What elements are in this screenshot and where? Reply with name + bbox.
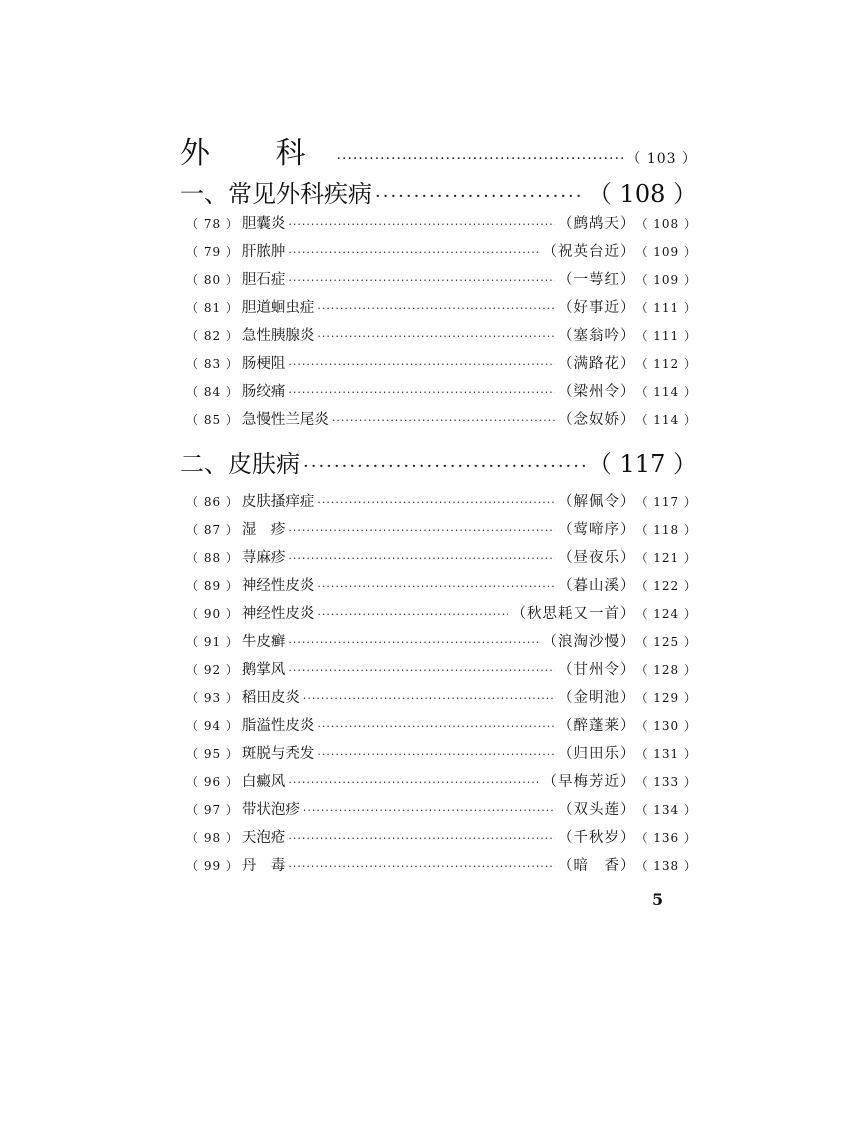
section-heading bbox=[180, 174, 697, 209]
entry-cipai: （鹧鸪天） bbox=[557, 216, 636, 232]
entry-page: （ 108 ） bbox=[635, 217, 697, 231]
entry-number: （ 90 ） bbox=[186, 607, 239, 621]
entry-number: （ 85 ） bbox=[186, 413, 239, 427]
entry-number: （ 92 ） bbox=[186, 663, 239, 677]
entry-title: 牛皮癣 bbox=[241, 634, 286, 650]
entry-title: 神经性皮炎 bbox=[241, 578, 315, 594]
main-section-title: 外 科 bbox=[180, 136, 334, 171]
leader-dots bbox=[375, 186, 585, 207]
leader-dots bbox=[317, 496, 555, 509]
entry-number: （ 78 ） bbox=[186, 217, 239, 231]
entry-number: （ 80 ） bbox=[186, 273, 239, 287]
entry-title: 天泡疮 bbox=[241, 830, 286, 846]
entry-cipai: （解佩令） bbox=[557, 494, 636, 510]
entry-number: （ 95 ） bbox=[186, 747, 239, 761]
entry-cipai: （秋思耗又一首） bbox=[511, 606, 636, 622]
entry-title: 胆道蛔虫症 bbox=[241, 300, 315, 316]
entry-cipai: （暗 香） bbox=[557, 858, 636, 874]
leader-dots bbox=[288, 274, 555, 287]
page-number: 5 bbox=[652, 890, 664, 909]
entry-number: （ 94 ） bbox=[186, 719, 239, 733]
section-heading bbox=[180, 444, 697, 479]
entry-page: （ 121 ） bbox=[635, 551, 697, 565]
entry-number: （ 81 ） bbox=[186, 301, 239, 315]
toc-entry bbox=[186, 324, 697, 345]
toc-entry bbox=[186, 770, 697, 791]
entry-page: （ 111 ） bbox=[635, 329, 697, 343]
entry-title: 胆囊炎 bbox=[241, 216, 286, 232]
entry-page: （ 138 ） bbox=[635, 859, 697, 873]
entry-number: （ 91 ） bbox=[186, 635, 239, 649]
leader-dots bbox=[317, 608, 508, 621]
entry-cipai: （梁州令） bbox=[557, 384, 636, 400]
section-heading-page: （ 117 ） bbox=[587, 450, 697, 478]
entry-title: 鹅掌风 bbox=[241, 662, 286, 678]
entry-title: 斑脱与秃发 bbox=[241, 746, 315, 762]
leader-dots bbox=[332, 414, 555, 427]
leader-dots bbox=[337, 151, 624, 167]
entry-page: （ 118 ） bbox=[635, 523, 697, 537]
leader-dots bbox=[303, 692, 555, 705]
leader-dots bbox=[288, 552, 555, 565]
entry-page: （ 109 ） bbox=[635, 245, 697, 259]
entry-number: （ 93 ） bbox=[186, 691, 239, 705]
entry-number: （ 88 ） bbox=[186, 551, 239, 565]
leader-dots bbox=[288, 358, 555, 371]
entry-title: 肠绞痛 bbox=[241, 384, 286, 400]
entry-cipai: （一萼红） bbox=[557, 272, 636, 288]
section-heading-page: （ 108 ） bbox=[587, 180, 697, 208]
leader-dots bbox=[288, 524, 555, 537]
entry-title: 带状泡疹 bbox=[241, 802, 300, 818]
entry-number: （ 79 ） bbox=[186, 245, 239, 259]
toc-entry bbox=[186, 546, 697, 567]
entry-page: （ 114 ） bbox=[635, 413, 697, 427]
leader-dots bbox=[303, 804, 555, 817]
entry-page: （ 124 ） bbox=[635, 607, 697, 621]
entry-number: （ 99 ） bbox=[186, 859, 239, 873]
entry-cipai: （甘州令） bbox=[557, 662, 636, 678]
entry-title: 神经性皮炎 bbox=[241, 606, 315, 622]
entry-page: （ 111 ） bbox=[635, 301, 697, 315]
leader-dots bbox=[317, 580, 555, 593]
toc-entry bbox=[186, 854, 697, 875]
entry-cipai: （满路花） bbox=[557, 356, 636, 372]
toc-entry bbox=[186, 686, 697, 707]
entry-number: （ 96 ） bbox=[186, 775, 239, 789]
toc-entry bbox=[186, 518, 697, 539]
entry-page: （ 128 ） bbox=[635, 663, 697, 677]
entry-page: （ 130 ） bbox=[635, 719, 697, 733]
leader-dots bbox=[288, 386, 555, 399]
entry-number: （ 83 ） bbox=[186, 357, 239, 371]
entry-cipai: （暮山溪） bbox=[557, 578, 636, 594]
leader-dots bbox=[288, 860, 555, 873]
leader-dots bbox=[303, 456, 585, 477]
leader-dots bbox=[288, 218, 555, 231]
entry-page: （ 134 ） bbox=[635, 803, 697, 817]
toc-entry bbox=[186, 658, 697, 679]
entry-title: 稻田皮炎 bbox=[241, 690, 300, 706]
entry-number: （ 98 ） bbox=[186, 831, 239, 845]
entry-cipai: （塞翁吟） bbox=[557, 328, 636, 344]
leader-dots bbox=[288, 636, 539, 649]
toc-entry bbox=[186, 240, 697, 261]
leader-dots bbox=[317, 302, 555, 315]
toc-entry bbox=[186, 268, 697, 289]
entry-cipai: （莺啼序） bbox=[557, 522, 636, 538]
entry-cipai: （千秋岁） bbox=[557, 830, 636, 846]
entry-cipai: （金明池） bbox=[557, 690, 636, 706]
toc-entry bbox=[186, 602, 697, 623]
entry-page: （ 122 ） bbox=[635, 579, 697, 593]
entry-number: （ 89 ） bbox=[186, 579, 239, 593]
entry-cipai: （双头莲） bbox=[557, 802, 636, 818]
entry-page: （ 117 ） bbox=[635, 495, 697, 509]
entry-cipai: （祝英台近） bbox=[542, 244, 636, 260]
toc-entry bbox=[186, 352, 697, 373]
entry-number: （ 82 ） bbox=[186, 329, 239, 343]
entry-title: 湿 疹 bbox=[241, 522, 286, 538]
entry-number: （ 87 ） bbox=[186, 523, 239, 537]
toc-entry bbox=[186, 490, 697, 511]
leader-dots bbox=[317, 720, 555, 733]
entry-title: 荨麻疹 bbox=[241, 550, 286, 566]
leader-dots bbox=[288, 776, 539, 789]
entry-title: 脂溢性皮炎 bbox=[241, 718, 315, 734]
entry-page: （ 131 ） bbox=[635, 747, 697, 761]
entry-title: 白癜风 bbox=[241, 774, 286, 790]
toc-entry bbox=[186, 826, 697, 847]
entry-page: （ 125 ） bbox=[635, 635, 697, 649]
entry-title: 急性胰腺炎 bbox=[241, 328, 315, 344]
entry-title: 皮肤搔痒症 bbox=[241, 494, 315, 510]
entry-cipai: （昼夜乐） bbox=[557, 550, 636, 566]
entry-title: 胆石症 bbox=[241, 272, 286, 288]
section-heading-title: 二、皮肤病 bbox=[180, 450, 300, 478]
entry-title: 丹 毒 bbox=[241, 858, 286, 874]
entry-page: （ 133 ） bbox=[635, 775, 697, 789]
entry-page: （ 129 ） bbox=[635, 691, 697, 705]
entry-title: 肠梗阻 bbox=[241, 356, 286, 372]
toc-entry bbox=[186, 630, 697, 651]
entry-title: 急慢性兰尾炎 bbox=[241, 412, 329, 428]
entry-number: （ 86 ） bbox=[186, 495, 239, 509]
leader-dots bbox=[288, 832, 555, 845]
entry-cipai: （早梅芳近） bbox=[542, 774, 636, 790]
toc-entry bbox=[186, 296, 697, 317]
entry-number: （ 97 ） bbox=[186, 803, 239, 817]
toc-entry bbox=[186, 714, 697, 735]
toc-entry bbox=[186, 408, 697, 429]
entry-page: （ 114 ） bbox=[635, 385, 697, 399]
toc-entry bbox=[186, 380, 697, 401]
entry-cipai: （念奴娇） bbox=[557, 412, 636, 428]
entry-page: （ 109 ） bbox=[635, 273, 697, 287]
toc-entry bbox=[186, 212, 697, 233]
leader-dots bbox=[288, 664, 555, 677]
entry-title: 肝脓肿 bbox=[241, 244, 286, 260]
entry-number: （ 84 ） bbox=[186, 385, 239, 399]
entry-page: （ 112 ） bbox=[635, 357, 697, 371]
toc-entry bbox=[186, 742, 697, 763]
entry-cipai: （醉蓬莱） bbox=[557, 718, 636, 734]
entry-cipai: （好事近） bbox=[557, 300, 636, 316]
leader-dots bbox=[288, 246, 539, 259]
entry-cipai: （归田乐） bbox=[557, 746, 636, 762]
leader-dots bbox=[317, 748, 555, 761]
entry-cipai: （浪淘沙慢） bbox=[542, 634, 636, 650]
section-heading-title: 一、常见外科疾病 bbox=[180, 180, 372, 208]
main-section-page: （ 103 ） bbox=[626, 151, 697, 167]
toc-entry bbox=[186, 798, 697, 819]
leader-dots bbox=[317, 330, 555, 343]
entry-page: （ 136 ） bbox=[635, 831, 697, 845]
toc-entry bbox=[186, 574, 697, 595]
toc-main-section bbox=[180, 128, 697, 172]
